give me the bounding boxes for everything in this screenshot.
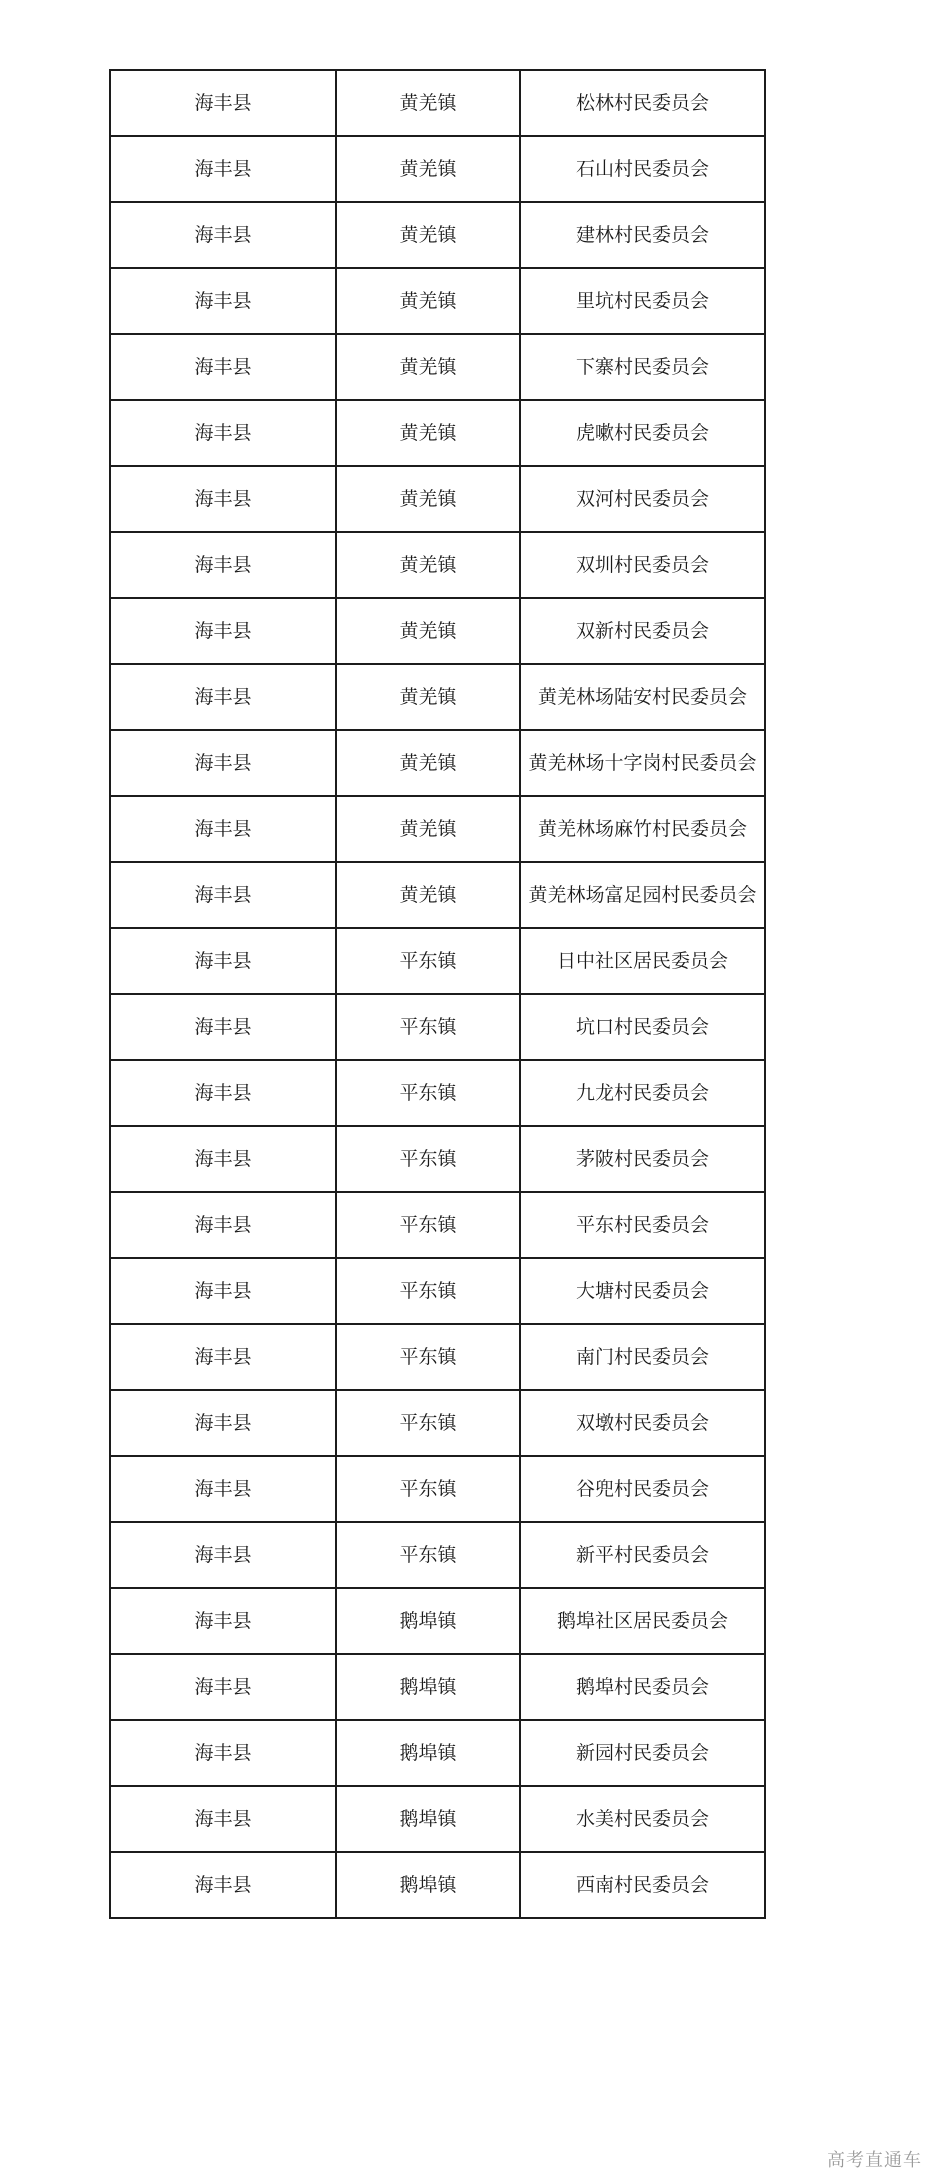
committee-cell: 石山村民委员会 bbox=[520, 136, 765, 202]
table-row bbox=[110, 1258, 765, 1324]
town-cell: 黄羌镇 bbox=[336, 796, 520, 862]
committee-cell: 新平村民委员会 bbox=[520, 1522, 765, 1588]
table-row bbox=[110, 1786, 765, 1852]
county-cell: 海丰县 bbox=[110, 532, 336, 598]
committee-cell: 黄羌林场富足园村民委员会 bbox=[520, 862, 765, 928]
table-row bbox=[110, 136, 765, 202]
committee-cell: 坑口村民委员会 bbox=[520, 994, 765, 1060]
committee-table bbox=[109, 69, 766, 1919]
table-row bbox=[110, 1390, 765, 1456]
county-cell: 海丰县 bbox=[110, 1060, 336, 1126]
town-cell: 平东镇 bbox=[336, 1456, 520, 1522]
committee-cell: 谷兜村民委员会 bbox=[520, 1456, 765, 1522]
county-cell: 海丰县 bbox=[110, 664, 336, 730]
table-row bbox=[110, 1588, 765, 1654]
committee-cell: 虎嗽村民委员会 bbox=[520, 400, 765, 466]
committee-cell: 双河村民委员会 bbox=[520, 466, 765, 532]
committee-cell: 双新村民委员会 bbox=[520, 598, 765, 664]
county-cell: 海丰县 bbox=[110, 1192, 336, 1258]
county-cell: 海丰县 bbox=[110, 1258, 336, 1324]
town-cell: 平东镇 bbox=[336, 994, 520, 1060]
committee-cell: 建林村民委员会 bbox=[520, 202, 765, 268]
county-cell: 海丰县 bbox=[110, 994, 336, 1060]
town-cell: 黄羌镇 bbox=[336, 730, 520, 796]
committee-cell: 黄羌林场麻竹村民委员会 bbox=[520, 796, 765, 862]
table-row bbox=[110, 466, 765, 532]
town-cell: 平东镇 bbox=[336, 1192, 520, 1258]
table-row bbox=[110, 1456, 765, 1522]
county-cell: 海丰县 bbox=[110, 1786, 336, 1852]
town-cell: 平东镇 bbox=[336, 1390, 520, 1456]
county-cell: 海丰县 bbox=[110, 1720, 336, 1786]
town-cell: 鹅埠镇 bbox=[336, 1852, 520, 1918]
table-row bbox=[110, 334, 765, 400]
watermark: 高考直通车 bbox=[827, 2150, 922, 2171]
table-row bbox=[110, 862, 765, 928]
committee-cell: 南门村民委员会 bbox=[520, 1324, 765, 1390]
table-row bbox=[110, 928, 765, 994]
town-cell: 黄羌镇 bbox=[336, 268, 520, 334]
committee-cell: 黄羌林场十字岗村民委员会 bbox=[520, 730, 765, 796]
committee-cell: 鹅埠村民委员会 bbox=[520, 1654, 765, 1720]
committee-cell: 水美村民委员会 bbox=[520, 1786, 765, 1852]
county-cell: 海丰县 bbox=[110, 1390, 336, 1456]
table-row bbox=[110, 1060, 765, 1126]
town-cell: 平东镇 bbox=[336, 928, 520, 994]
committee-cell: 平东村民委员会 bbox=[520, 1192, 765, 1258]
county-cell: 海丰县 bbox=[110, 70, 336, 136]
town-cell: 黄羌镇 bbox=[336, 202, 520, 268]
committee-cell: 里坑村民委员会 bbox=[520, 268, 765, 334]
table-row bbox=[110, 1192, 765, 1258]
town-cell: 平东镇 bbox=[336, 1324, 520, 1390]
county-cell: 海丰县 bbox=[110, 1852, 336, 1918]
county-cell: 海丰县 bbox=[110, 400, 336, 466]
committee-cell: 双圳村民委员会 bbox=[520, 532, 765, 598]
town-cell: 黄羌镇 bbox=[336, 136, 520, 202]
committee-cell: 新园村民委员会 bbox=[520, 1720, 765, 1786]
committee-cell: 茅陂村民委员会 bbox=[520, 1126, 765, 1192]
town-cell: 平东镇 bbox=[336, 1258, 520, 1324]
table-row bbox=[110, 1654, 765, 1720]
table-row bbox=[110, 1852, 765, 1918]
committee-cell: 松林村民委员会 bbox=[520, 70, 765, 136]
town-cell: 黄羌镇 bbox=[336, 334, 520, 400]
table-row bbox=[110, 400, 765, 466]
town-cell: 平东镇 bbox=[336, 1522, 520, 1588]
table-row bbox=[110, 796, 765, 862]
town-cell: 鹅埠镇 bbox=[336, 1654, 520, 1720]
committee-cell: 大塘村民委员会 bbox=[520, 1258, 765, 1324]
table-row bbox=[110, 70, 765, 136]
town-cell: 黄羌镇 bbox=[336, 532, 520, 598]
county-cell: 海丰县 bbox=[110, 928, 336, 994]
county-cell: 海丰县 bbox=[110, 466, 336, 532]
committee-cell: 双墩村民委员会 bbox=[520, 1390, 765, 1456]
table-row bbox=[110, 202, 765, 268]
committee-cell: 西南村民委员会 bbox=[520, 1852, 765, 1918]
county-cell: 海丰县 bbox=[110, 1522, 336, 1588]
county-cell: 海丰县 bbox=[110, 136, 336, 202]
table-row bbox=[110, 1720, 765, 1786]
table-row bbox=[110, 1324, 765, 1390]
table-row bbox=[110, 664, 765, 730]
county-cell: 海丰县 bbox=[110, 862, 336, 928]
committee-cell: 黄羌林场陆安村民委员会 bbox=[520, 664, 765, 730]
town-cell: 平东镇 bbox=[336, 1060, 520, 1126]
town-cell: 平东镇 bbox=[336, 1126, 520, 1192]
town-cell: 黄羌镇 bbox=[336, 598, 520, 664]
town-cell: 黄羌镇 bbox=[336, 400, 520, 466]
county-cell: 海丰县 bbox=[110, 730, 336, 796]
table-row bbox=[110, 532, 765, 598]
table-row bbox=[110, 1522, 765, 1588]
table-row bbox=[110, 268, 765, 334]
table-row bbox=[110, 598, 765, 664]
town-cell: 鹅埠镇 bbox=[336, 1786, 520, 1852]
table-row bbox=[110, 1126, 765, 1192]
town-cell: 黄羌镇 bbox=[336, 70, 520, 136]
town-cell: 黄羌镇 bbox=[336, 862, 520, 928]
county-cell: 海丰县 bbox=[110, 1588, 336, 1654]
county-cell: 海丰县 bbox=[110, 1654, 336, 1720]
county-cell: 海丰县 bbox=[110, 1456, 336, 1522]
town-cell: 鹅埠镇 bbox=[336, 1720, 520, 1786]
committee-cell: 九龙村民委员会 bbox=[520, 1060, 765, 1126]
committee-cell: 鹅埠社区居民委员会 bbox=[520, 1588, 765, 1654]
county-cell: 海丰县 bbox=[110, 598, 336, 664]
table-row bbox=[110, 730, 765, 796]
town-cell: 黄羌镇 bbox=[336, 664, 520, 730]
county-cell: 海丰县 bbox=[110, 268, 336, 334]
county-cell: 海丰县 bbox=[110, 1126, 336, 1192]
committee-cell: 日中社区居民委员会 bbox=[520, 928, 765, 994]
town-cell: 黄羌镇 bbox=[336, 466, 520, 532]
county-cell: 海丰县 bbox=[110, 1324, 336, 1390]
table-body bbox=[110, 70, 765, 1918]
county-cell: 海丰县 bbox=[110, 334, 336, 400]
county-cell: 海丰县 bbox=[110, 202, 336, 268]
county-cell: 海丰县 bbox=[110, 796, 336, 862]
committee-cell: 下寨村民委员会 bbox=[520, 334, 765, 400]
town-cell: 鹅埠镇 bbox=[336, 1588, 520, 1654]
table-row bbox=[110, 994, 765, 1060]
